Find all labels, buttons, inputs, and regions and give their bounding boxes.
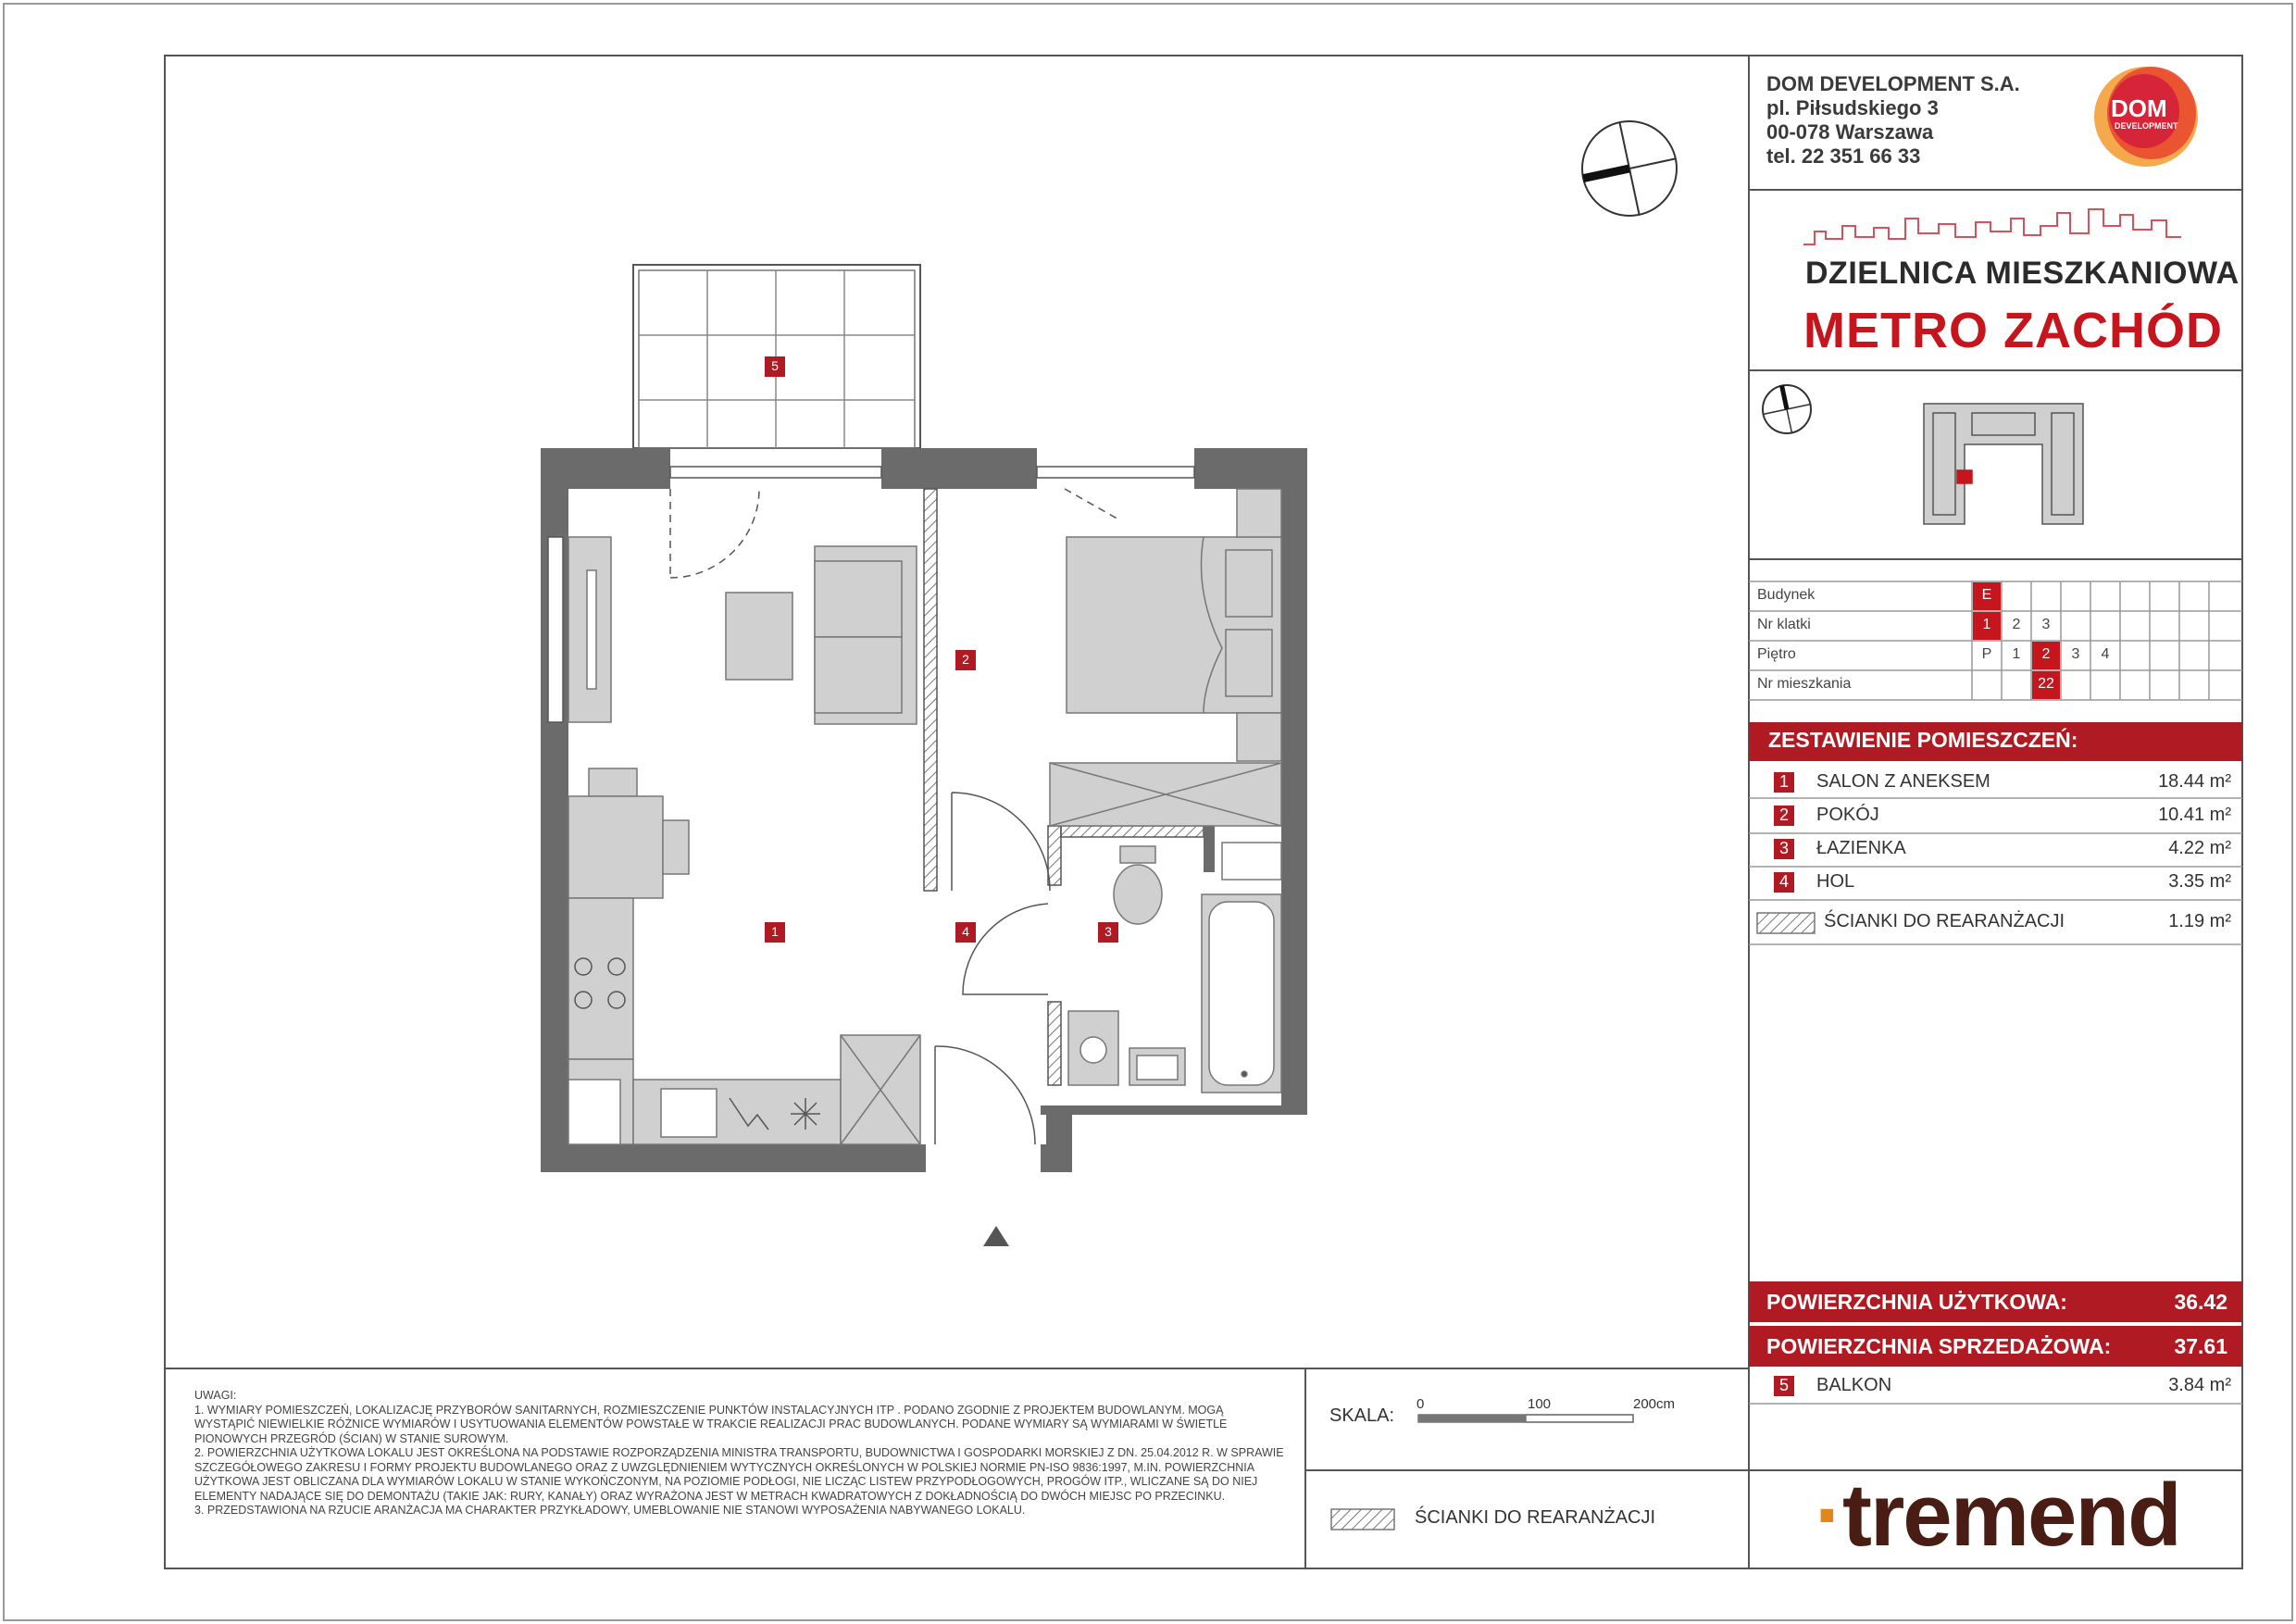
room-area: 10.41 m² — [2158, 805, 2231, 825]
grid-label-klatka: Nr klatki — [1757, 617, 1811, 632]
grid-cell: 1 — [2012, 646, 2021, 662]
compass-small-icon — [1763, 385, 1811, 433]
notes-item-3: 3. PRZEDSTAWIONA NA RZUCIE ARANŻACJA MA CHARAKTER PRZYKŁADOWY, UMEBLOWANIE NIE STANOWI WYPOSAŻENIA NABYWANEGO LOKALU. — [194, 1504, 1026, 1517]
company-phone: tel. 22 351 66 33 — [1766, 144, 1921, 168]
grid-label-pietro: Piętro — [1757, 646, 1796, 662]
room-number: 3 — [1778, 839, 1789, 857]
dining-table — [568, 768, 689, 898]
legend-hatch-swatch — [1331, 1509, 1394, 1530]
room-number: 2 — [1778, 806, 1789, 824]
plan-label-lazienka: 3 — [1104, 924, 1112, 939]
grid-cell: 3 — [2041, 617, 2051, 632]
company-address-1: pl. Piłsudskiego 3 — [1766, 96, 1939, 119]
notes-heading: UWAGI: — [194, 1389, 237, 1402]
plan-label-balkon: 5 — [771, 358, 779, 373]
usable-area-value: 36.42 — [2174, 1290, 2227, 1314]
nightstand — [1237, 489, 1281, 537]
balcony-area: 3.84 m² — [2168, 1375, 2231, 1395]
room-name: SALON Z ANEKSEM — [1816, 771, 1990, 792]
room-name: POKÓJ — [1816, 805, 1879, 825]
project-title-line2: METRO ZACHÓD — [1803, 303, 2223, 358]
room-area: 4.22 m² — [2168, 838, 2231, 858]
logo-text-dom: DOM — [2111, 94, 2167, 122]
project-title-line1: DZIELNICA MIESZKANIOWA — [1805, 256, 2240, 291]
grid-cell: 4 — [2101, 646, 2110, 662]
plan-label-salon: 1 — [771, 924, 779, 939]
grid-cell: 1 — [1982, 617, 1991, 632]
legend-text: ŚCIANKI DO REARANŻACJI — [1415, 1507, 1656, 1528]
rooms-summary-title: ZESTAWIENIE POMIESZCZEŃ: — [1768, 728, 2078, 752]
grid-cell: E — [1981, 587, 1992, 603]
notes-block — [194, 1389, 1287, 1518]
room-name: ŁAZIENKA — [1816, 838, 1906, 858]
building-key-plan — [1924, 404, 2083, 524]
room-name: HOL — [1816, 871, 1855, 892]
sale-area-label: POWIERZCHNIA SPRZEDAŻOWA: — [1766, 1334, 2112, 1358]
scale-label: SKALA: — [1329, 1405, 1395, 1426]
bed — [1067, 537, 1281, 713]
scale-tick-100: 100 — [1528, 1396, 1552, 1412]
usable-area-label: POWIERZCHNIA UŻYTKOWA: — [1766, 1290, 2067, 1314]
notes-item-1: 1. WYMIARY POMIESZCZEŃ, LOKALIZACJĘ PRZYBORÓW SANITARNYCH, ROZMIESZCZENIE PUNKTÓW INSTALACYJNYCH ITP . PODANO ZGODNIE Z PROJEKTEM BUDOWLANYM. MOGĄ WYSTĄPIĆ NIEWIELKIE RÓŻNICE WYMIARÓW I USYTUOWANIA ELEMENTÓW POWSTAŁE W TRAKCIE REALIZACJI PRAC BUDOWLANYCH. PODANE WYMIARY SĄ WYMIARAMI W ŚWIETLE PIONOWYCH PRZEGRÓD (ŚCIAN) W STANIE SUROWYM. — [194, 1403, 1228, 1445]
balcony-number: 5 — [1778, 1376, 1789, 1394]
floor-plan — [541, 265, 1307, 1246]
sofa — [815, 546, 917, 724]
grid-cell: 22 — [2038, 676, 2054, 692]
entrance-arrow-icon — [983, 1226, 1009, 1246]
company-name: DOM DEVELOPMENT S.A. — [1766, 72, 2020, 95]
plan-label-hol: 4 — [962, 924, 969, 939]
compass-north-icon — [1582, 121, 1677, 216]
wardrobe — [1050, 763, 1281, 826]
kitchen — [568, 898, 920, 1144]
sale-area-value: 37.61 — [2174, 1334, 2227, 1358]
room-area: 18.44 m² — [2158, 771, 2231, 792]
grid-cell: 2 — [2041, 646, 2051, 662]
scale-tick-200: 200cm — [1633, 1396, 1676, 1412]
logo-text-development: DEVELOPMENT — [2115, 121, 2178, 131]
coffee-table — [726, 593, 792, 680]
room-number: 1 — [1778, 772, 1789, 791]
room-area: 3.35 m² — [2168, 871, 2231, 892]
plan-label-pokoj: 2 — [962, 652, 969, 667]
tremend-logo-text: tremend — [1841, 1466, 2180, 1565]
scale-bar — [1418, 1415, 1633, 1422]
tremend-logo: ·tremend — [1815, 1466, 2180, 1565]
company-address-2: 00-078 Warszawa — [1766, 120, 1934, 144]
scale-tick-0: 0 — [1416, 1396, 1425, 1412]
grid-cell: 2 — [2012, 617, 2021, 632]
grid-label-mieszkanie: Nr mieszkania — [1757, 676, 1852, 692]
room-number: 4 — [1778, 872, 1789, 891]
dresser — [1237, 713, 1281, 761]
grid-label-budynek: Budynek — [1757, 587, 1816, 603]
partition-name: ŚCIANKI DO REARANŻACJI — [1824, 911, 2065, 931]
bathroom-fixtures — [1068, 843, 1281, 1093]
notes-item-2: 2. POWIERZCHNIA UŻYTKOWA LOKALU JEST OKREŚLONA NA PODSTAWIE ROZPORZĄDZENIA MINISTRA TRANSPORTU, BUDOWNICTWA I GOSPODARKI MORSKIEJ Z DN. 25.04.2012 R. W SPRAWIE SZCZEGÓŁOWEGO ZAKRESU I FORMY PROJEKTU BUDOWLANEGO ORAZ Z UWZGLĘDNIENIEM WYTYCZNYCH OKREŚLONYCH W POLSKIEJ NORMIE PN-ISO 9836:1997, M.IN. POWIERZCHNIA UŻYTKOWA JEST OBLICZANA DLA WYMIARÓW LOKALU W STANIE WYKOŃCZONYM, NA POZIOMIE PODŁOGI, NIE LICZĄC LISTEW PRZYPODŁOGOWYCH, PROGÓW ITP., WLICZANE SĄ DO NIEJ ELEMENTY NADAJĄCE SIĘ DO DEMONTAŻU (TAKIE JAK: RURY, KANAŁY) ORAZ WYRAŻONA JEST W METRACH KWADRATOWYCH Z DOKŁADNOŚCIĄ DO DWÓCH MIEJSC PO PRZECINKU. — [194, 1446, 1284, 1503]
skyline-graphic — [1803, 209, 2181, 244]
balcony-name: BALKON — [1816, 1375, 1892, 1395]
grid-cell: P — [1981, 646, 1992, 662]
grid-cell: 3 — [2071, 646, 2080, 662]
partition-area: 1.19 m² — [2168, 911, 2231, 931]
